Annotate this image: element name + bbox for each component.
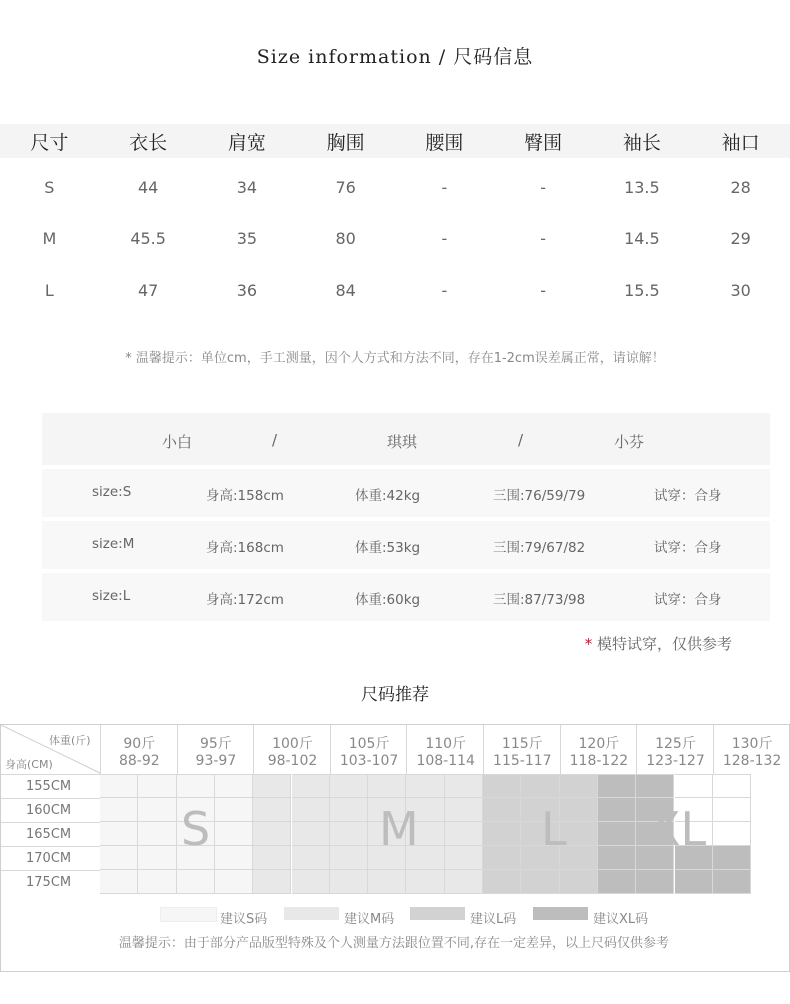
table-cell: - <box>441 228 448 248</box>
table-cell: size:S <box>92 484 132 500</box>
table-cell: 13.5 <box>624 177 660 197</box>
model-note-text: 模特试穿，仅供参考 <box>596 635 732 653</box>
model-note <box>585 633 732 654</box>
size-cell <box>330 870 368 894</box>
weight-column-header <box>713 725 790 774</box>
legend-swatch <box>410 907 465 920</box>
size-cell <box>406 870 444 894</box>
size-cell <box>713 798 751 822</box>
size-cell <box>521 870 559 894</box>
table-row <box>42 521 770 569</box>
legend-swatch <box>284 907 339 920</box>
weight-column-header <box>177 725 255 774</box>
weight-range: 93-97 <box>195 753 237 769</box>
weight-axis-label: 体重(斤) <box>49 734 91 747</box>
weight-value: 130斤 <box>731 736 773 752</box>
size-cell <box>292 822 330 846</box>
height-axis-label: 身高(CM) <box>5 758 53 771</box>
table-cell: 试穿：合身 <box>654 540 722 556</box>
header-sleeve: 袖长 <box>622 131 661 154</box>
table-cell: 28 <box>730 177 751 197</box>
header-size: 尺寸 <box>30 131 69 154</box>
table-cell: size:L <box>92 588 131 604</box>
size-cell <box>138 846 176 870</box>
size-cell <box>292 870 330 894</box>
weight-value: 110斤 <box>425 736 467 752</box>
size-cell <box>483 870 521 894</box>
size-cell <box>253 846 291 870</box>
size-cell <box>713 870 751 894</box>
table-cell: 47 <box>137 280 159 300</box>
table-cell: 身高:172cm <box>206 592 284 608</box>
size-cell <box>292 798 330 822</box>
size-cell <box>598 774 636 798</box>
header-cuff: 袖口 <box>721 131 760 154</box>
table-cell: 三围:79/67/82 <box>493 540 586 556</box>
size-cell <box>483 822 521 846</box>
legend-label: 建议L码 <box>470 912 517 927</box>
separator: / <box>272 431 278 449</box>
height-row-label: 160CM <box>1 798 100 822</box>
weight-column-header <box>100 725 178 774</box>
weight-column-header <box>253 725 331 774</box>
size-cell <box>713 846 751 870</box>
weight-range: 103-107 <box>339 753 399 769</box>
table-cell: 29 <box>730 228 751 248</box>
model-table-header <box>42 413 770 465</box>
weight-range: 123-127 <box>646 753 705 769</box>
size-cell <box>368 774 406 798</box>
recommendation-title: 尺码推荐 <box>361 685 429 705</box>
size-cell <box>215 798 253 822</box>
size-cell <box>100 774 138 798</box>
asterisk: * <box>584 635 593 653</box>
weight-range: 115-117 <box>493 753 552 769</box>
weight-column-header <box>330 725 408 774</box>
table-cell: 35 <box>236 228 258 248</box>
size-cell <box>675 774 713 798</box>
weight-value: 120斤 <box>578 736 620 752</box>
weight-range: 118-122 <box>569 753 629 769</box>
table-cell: 身高:168cm <box>206 540 284 556</box>
table-cell: 体重:60kg <box>355 592 421 608</box>
size-cell <box>521 774 559 798</box>
table-cell: 84 <box>335 280 356 300</box>
table-cell: - <box>441 177 448 197</box>
table-cell: 身高:158cm <box>206 488 284 504</box>
size-cell <box>100 822 138 846</box>
header-waist: 腰围 <box>425 131 464 154</box>
table-cell: 三围:76/59/79 <box>493 488 586 504</box>
size-cell <box>445 822 483 846</box>
size-cell <box>215 846 253 870</box>
size-letter: M <box>379 802 419 856</box>
size-cell <box>330 846 368 870</box>
header-hip: 臀围 <box>524 131 563 154</box>
page-title: Size information / 尺码信息 <box>256 46 534 68</box>
size-cell <box>445 846 483 870</box>
weight-value: 100斤 <box>272 736 313 752</box>
model-name: 小白 <box>162 433 193 451</box>
table-cell: - <box>540 280 547 300</box>
size-letter: S <box>181 802 211 856</box>
weight-column-header <box>636 725 714 774</box>
table-cell: 80 <box>335 228 356 248</box>
size-cell <box>675 870 713 894</box>
size-cell <box>253 870 291 894</box>
size-cell <box>598 846 636 870</box>
table-cell: 试穿：合身 <box>654 592 722 608</box>
separator: / <box>518 431 524 449</box>
table-cell: size:M <box>92 536 135 552</box>
table-row <box>0 275 790 305</box>
weight-value: 95斤 <box>199 736 232 752</box>
weight-column-header <box>560 725 638 774</box>
size-cell <box>253 822 291 846</box>
legend-swatch <box>160 907 217 922</box>
weight-column-header <box>483 725 561 774</box>
size-cell <box>100 870 138 894</box>
table-cell: 三围:87/73/98 <box>493 592 586 608</box>
size-cell <box>138 798 176 822</box>
size-cell <box>445 870 483 894</box>
size-cell <box>292 774 330 798</box>
legend-swatch <box>533 907 588 920</box>
weight-column-header <box>406 725 484 774</box>
table-cell: S <box>44 177 55 197</box>
recommendation-tip: 温馨提示：由于部分产品版型特殊及个人测量方法跟位置不同,存在一定差异，以上尺码仅供参考 <box>118 936 670 951</box>
height-row-label: 175CM <box>1 870 100 894</box>
table-cell: 14.5 <box>624 228 660 248</box>
model-name: 琪琪 <box>387 433 418 451</box>
size-cell <box>215 774 253 798</box>
header-shoulder: 肩宽 <box>227 131 266 154</box>
size-cell <box>406 774 444 798</box>
size-cell <box>253 774 291 798</box>
size-cell <box>215 822 253 846</box>
table-cell: L <box>44 280 54 300</box>
table-row <box>42 573 770 621</box>
size-cell <box>483 774 521 798</box>
size-cell <box>368 870 406 894</box>
table-cell: 15.5 <box>624 280 660 300</box>
size-cell <box>330 774 368 798</box>
legend-label: 建议M码 <box>344 912 395 927</box>
size-cell <box>138 870 176 894</box>
size-cell <box>483 798 521 822</box>
size-cell <box>177 774 215 798</box>
size-letter: L <box>541 802 567 856</box>
weight-value: 105斤 <box>348 736 390 752</box>
table-cell: 76 <box>335 177 356 197</box>
size-cell <box>713 822 751 846</box>
size-cell <box>598 822 636 846</box>
table-row <box>0 223 790 253</box>
table-cell: 体重:53kg <box>355 540 421 556</box>
height-row-label: 165CM <box>1 822 100 846</box>
model-name: 小芬 <box>614 433 645 451</box>
weight-value: 115斤 <box>501 736 543 752</box>
size-cell <box>636 774 674 798</box>
weight-range: 98-102 <box>267 753 318 769</box>
legend-label: 建议XL码 <box>593 912 649 927</box>
size-cell <box>636 870 674 894</box>
size-cell <box>598 870 636 894</box>
weight-range: 88-92 <box>118 753 160 769</box>
table-cell: 试穿：合身 <box>654 488 722 504</box>
size-cell <box>560 774 598 798</box>
size-cell <box>253 798 291 822</box>
measurement-tip: * 温馨提示：单位cm，手工测量，因个人方式和方法不同，存在1-2cm误差属正常，请谅解！ <box>125 351 665 366</box>
height-row-label: 170CM <box>1 846 100 870</box>
header-chest: 胸围 <box>326 131 365 154</box>
table-cell: 体重:42kg <box>355 488 421 504</box>
size-cell <box>100 846 138 870</box>
table-cell: 45.5 <box>130 228 166 248</box>
size-cell <box>138 774 176 798</box>
weight-range: 108-114 <box>416 753 475 769</box>
table-cell: - <box>540 177 547 197</box>
size-cell <box>713 774 751 798</box>
weight-range: 128-132 <box>722 753 782 769</box>
size-letter: XL <box>649 802 707 856</box>
table-cell: 36 <box>236 280 258 300</box>
table-cell: 34 <box>236 177 258 197</box>
size-cell <box>330 798 368 822</box>
size-cell <box>292 846 330 870</box>
size-cell <box>483 846 521 870</box>
size-cell <box>330 822 368 846</box>
size-cell <box>138 822 176 846</box>
size-cell <box>598 798 636 822</box>
header-length: 衣长 <box>129 131 168 154</box>
table-row <box>42 469 770 517</box>
weight-value: 125斤 <box>655 736 696 752</box>
size-cell <box>215 870 253 894</box>
size-cell <box>560 870 598 894</box>
model-table <box>42 413 770 621</box>
table-cell: 44 <box>137 177 159 197</box>
height-row-label: 155CM <box>1 774 100 798</box>
size-cell <box>445 774 483 798</box>
size-cell <box>100 798 138 822</box>
table-cell: 30 <box>730 280 751 300</box>
table-row <box>0 172 790 202</box>
size-cell <box>177 870 215 894</box>
size-table-header <box>0 124 790 158</box>
legend-label: 建议S码 <box>220 912 268 927</box>
table-cell: - <box>441 280 448 300</box>
table-cell: - <box>540 228 547 248</box>
weight-value: 90斤 <box>123 736 156 752</box>
table-cell: M <box>42 228 57 248</box>
size-cell <box>445 798 483 822</box>
